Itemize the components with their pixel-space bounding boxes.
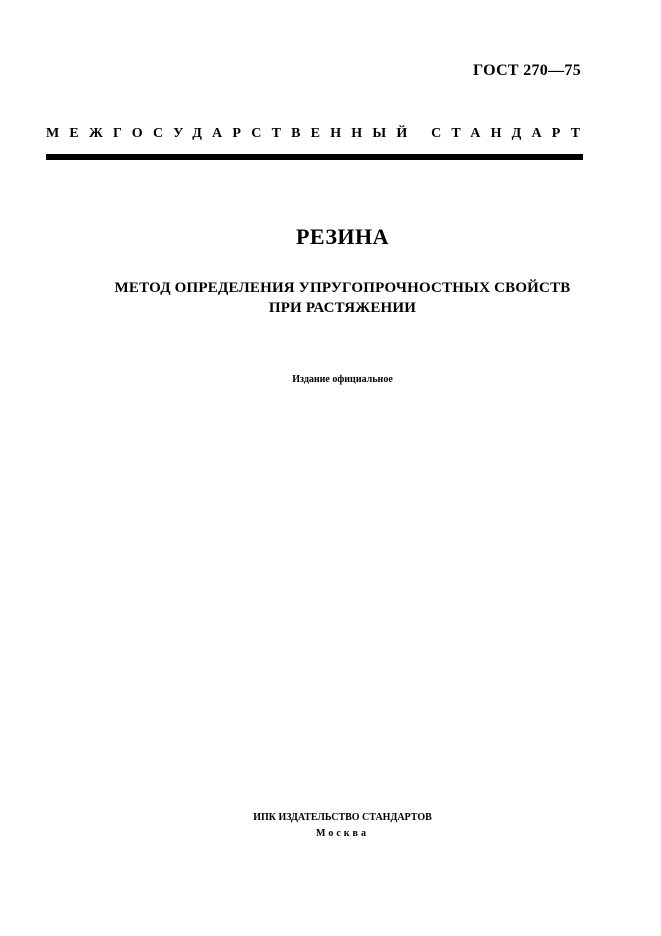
publisher-city: Москва [316,828,369,839]
header-rule [46,154,583,160]
document-title: РЕЗИНА [295,224,390,249]
document-number: ГОСТ 270—75 [473,62,581,79]
subtitle-line-1: МЕТОД ОПРЕДЕЛЕНИЯ УПРУГОПРОЧНОСТНЫХ СВОЙСТВ [114,280,571,296]
standard-type-heading: МЕЖГОСУДАРСТВЕННЫЙ СТАНДАРТ [46,126,591,141]
subtitle-line-2: ПРИ РАСТЯЖЕНИИ [268,300,417,316]
document-subtitle [0,278,661,318]
edition-note: Издание официальное [292,374,393,385]
publisher-name: ИПК ИЗДАТЕЛЬСТВО СТАНДАРТОВ [253,812,432,823]
